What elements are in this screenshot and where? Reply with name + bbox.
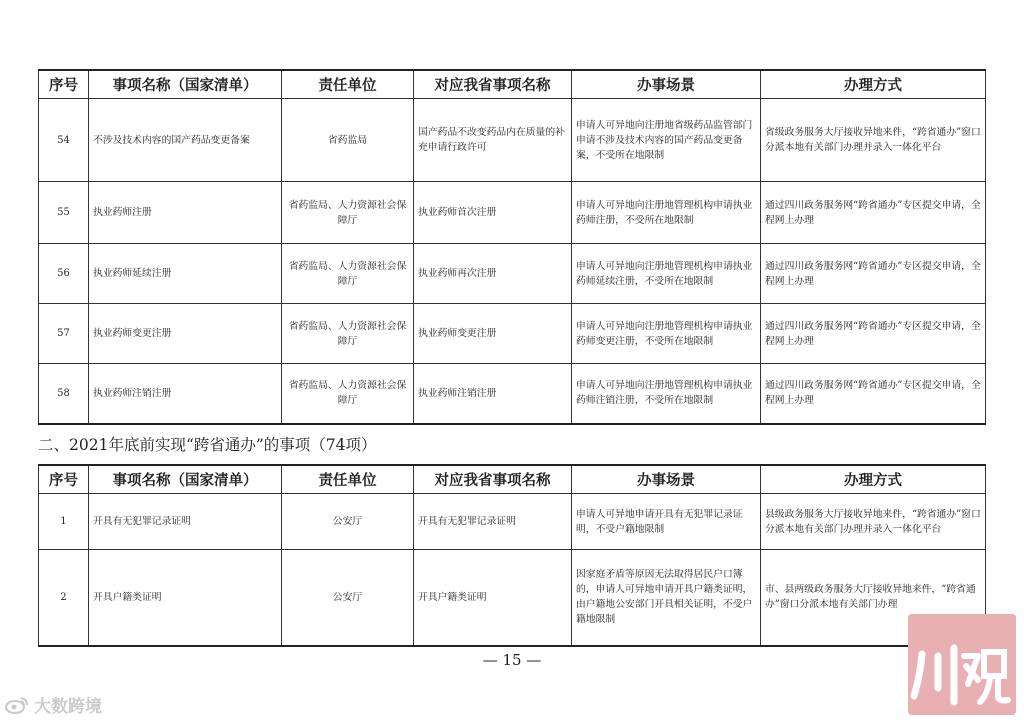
item-name: 开具有无犯罪记录证明 — [89, 494, 282, 550]
handling-method: 市、县两级政务服务大厅接收异地来件，“跨省通办”窗口分派本地有关部门办理 — [761, 550, 986, 646]
page-number: — 15 — — [482, 651, 542, 669]
service-scenario: 申请人可异地向注册地管理机构申请执业药师变更注册，不受所在地限制 — [572, 304, 761, 364]
provincial-item-name: 开具有无犯罪记录证明 — [414, 494, 572, 550]
service-scenario: 申请人可异地向注册地管理机构申请执业药师注册，不受所在地限制 — [572, 182, 761, 244]
handling-method: 通过四川政务服务网“跨省通办”专区提交申请，全程网上办理 — [761, 364, 986, 424]
responsible-unit: 省药监局 — [282, 99, 414, 182]
responsible-unit: 省药监局、人力资源社会保障厅 — [282, 364, 414, 424]
item-name: 开具户籍类证明 — [89, 550, 282, 646]
responsible-unit: 省药监局、人力资源社会保障厅 — [282, 244, 414, 304]
chuanguan-logo-graphic — [908, 614, 1016, 715]
header-method: 办理方式 — [761, 465, 986, 494]
handling-method: 省级政务服务大厅接收异地来件，“跨省通办”窗口分派本地有关部门办理并录入一体化平台 — [761, 99, 986, 182]
table-row — [39, 494, 986, 550]
row-number: 2 — [39, 550, 89, 646]
header-scenario: 办事场景 — [572, 70, 761, 99]
responsible-unit: 公安厅 — [282, 494, 414, 550]
provincial-item-name: 执业药师注销注册 — [414, 364, 572, 424]
provincial-item-name: 国产药品不改变药品内在质量的补充申请行政许可 — [414, 99, 572, 182]
header-seq: 序号 — [39, 465, 89, 494]
item-name: 执业药师注册 — [89, 182, 282, 244]
service-scenario: 因家庭矛盾等原因无法取得居民户口簿的，申请人可异地申请开具户籍类证明，由户籍地公安部门开具相关证明，不受户籍地限制 — [572, 550, 761, 646]
table-row — [39, 364, 986, 424]
responsible-unit: 省药监局、人力资源社会保障厅 — [282, 304, 414, 364]
header-responsible-unit: 责任单位 — [282, 70, 414, 99]
item-name: 不涉及技术内容的国产药品变更备案 — [89, 99, 282, 182]
handling-method: 通过四川政务服务网“跨省通办”专区提交申请，全程网上办理 — [761, 304, 986, 364]
header-responsible-unit: 责任单位 — [282, 465, 414, 494]
watermark-left-text: 大数跨境 — [34, 697, 102, 717]
service-scenario: 申请人可异地申请开具有无犯罪记录证明，不受户籍地限制 — [572, 494, 761, 550]
provincial-item-name: 执业药师再次注册 — [414, 244, 572, 304]
row-number: 54 — [39, 99, 89, 182]
service-scenario: 申请人可异地向注册地省级药品监管部门申请不涉及技术内容的国产药品变更备案，不受所在地限制 — [572, 99, 761, 182]
header-scenario: 办事场景 — [572, 465, 761, 494]
header-provincial-item: 对应我省事项名称 — [414, 70, 572, 99]
table-row — [39, 304, 986, 364]
item-name: 执业药师变更注册 — [89, 304, 282, 364]
watermark-dashu-kuajing — [4, 692, 102, 717]
service-scenario: 申请人可异地向注册地管理机构申请执业药师延续注册，不受所在地限制 — [572, 244, 761, 304]
service-scenario: 申请人可异地向注册地管理机构申请执业药师注销注册，不受所在地限制 — [572, 364, 761, 424]
row-number: 55 — [39, 182, 89, 244]
header-method: 办理方式 — [761, 70, 986, 99]
row-number: 57 — [39, 304, 89, 364]
header-provincial-item: 对应我省事项名称 — [414, 465, 572, 494]
header-seq: 序号 — [39, 70, 89, 99]
table-header-row — [39, 465, 986, 494]
item-name: 执业药师延续注册 — [89, 244, 282, 304]
chuanguan-logo — [908, 614, 1016, 715]
table-row — [39, 182, 986, 244]
item-name: 执业药师注销注册 — [89, 364, 282, 424]
provincial-item-name: 执业药师首次注册 — [414, 182, 572, 244]
handling-method: 县级政务服务大厅接收异地来件，“跨省通办”窗口分派本地有关部门办理并录入一体化平台 — [761, 494, 986, 550]
row-number: 1 — [39, 494, 89, 550]
weibo-logo-icon — [4, 696, 30, 714]
matters-table-part1 — [38, 69, 986, 425]
handling-method: 通过四川政务服务网“跨省通办”专区提交申请，全程网上办理 — [761, 182, 986, 244]
table-row — [39, 244, 986, 304]
table-row — [39, 99, 986, 182]
responsible-unit: 公安厅 — [282, 550, 414, 646]
header-item-name: 事项名称（国家清单） — [89, 70, 282, 99]
section-heading: 二、2021年底前实现“跨省通办”的事项（74项） — [38, 436, 377, 454]
table-row — [39, 550, 986, 646]
provincial-item-name: 执业药师变更注册 — [414, 304, 572, 364]
row-number: 58 — [39, 364, 89, 424]
row-number: 56 — [39, 244, 89, 304]
table-header-row — [39, 70, 986, 99]
provincial-item-name: 开具户籍类证明 — [414, 550, 572, 646]
header-item-name: 事项名称（国家清单） — [89, 465, 282, 494]
matters-table-part2 — [38, 464, 986, 647]
responsible-unit: 省药监局、人力资源社会保障厅 — [282, 182, 414, 244]
handling-method: 通过四川政务服务网“跨省通办”专区提交申请，全程网上办理 — [761, 244, 986, 304]
